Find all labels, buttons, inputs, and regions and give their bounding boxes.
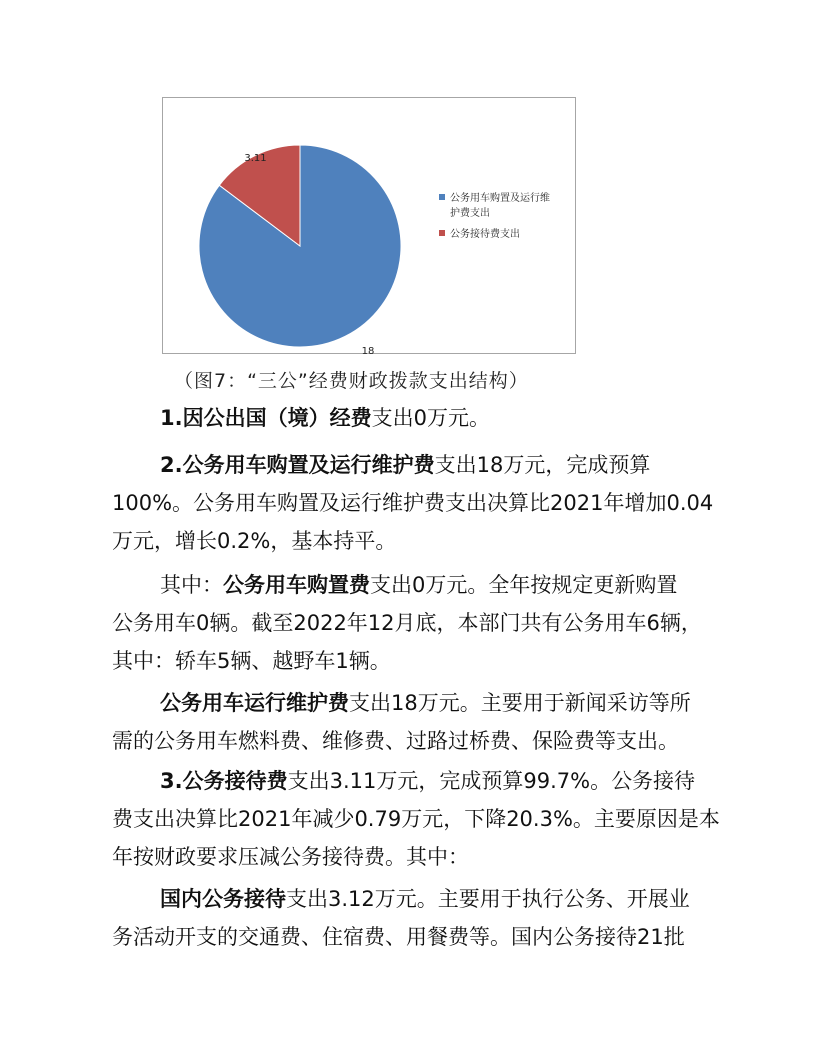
text-line: 费支出决算比2021年减少0.79万元，下降20.3%。主要原因是本	[112, 807, 720, 831]
legend-swatch	[439, 194, 445, 200]
paragraph-4	[112, 684, 712, 760]
text-run: 其中：	[160, 573, 223, 597]
text-line: 公务用车0辆。截至2022年12月底，本部门共有公务用车6辆，	[112, 611, 702, 635]
legend-label: 护费支出	[450, 208, 490, 219]
text-run: 支出18万元。主要用于新闻采访等所	[349, 691, 691, 715]
pie-chart-svg	[163, 98, 577, 355]
legend-label: 公务接待费支出	[450, 229, 520, 240]
text-line	[112, 566, 712, 604]
legend-label: 公务用车购置及运行维	[450, 193, 550, 204]
text-line	[112, 762, 712, 800]
figure-caption: （图7：“三公”经费财政拨款支出结构）	[174, 370, 529, 392]
slice-value-label: 18	[361, 346, 375, 355]
text-run: 支出18万元，完成预算	[434, 453, 651, 477]
paragraph-3	[112, 566, 712, 680]
paragraph-6	[112, 880, 712, 956]
legend-swatch	[439, 230, 445, 236]
bold-run: 2.公务用车购置及运行维护费	[160, 453, 435, 477]
bold-run: 3.公务接待费	[160, 769, 288, 793]
text-line	[112, 880, 712, 918]
bold-run: 国内公务接待	[160, 887, 286, 911]
paragraph-5	[112, 762, 720, 876]
text-line: 务活动开支的交通费、住宿费、用餐费等。国内公务接待21批	[112, 925, 685, 949]
text-run: 支出3.11万元，完成预算99.7%。公务接待	[287, 769, 696, 793]
bold-run: 公务用车运行维护费	[160, 691, 349, 715]
text-line: 万元，增长0.2%，基本持平。	[112, 529, 397, 553]
paragraph-1	[112, 399, 712, 437]
text-line: 100%。公务用车购置及运行维护费支出决算比2021年增加0.04	[112, 491, 714, 515]
text-run: 支出0万元。	[371, 406, 490, 430]
text-run: 支出3.12万元。主要用于执行公务、开展业	[286, 887, 690, 911]
bold-run: 公务用车购置费	[223, 573, 370, 597]
bold-run: 1.因公出国（境）经费	[160, 406, 372, 430]
text-line: 需的公务用车燃料费、维修费、过路过桥费、保险费等支出。	[112, 729, 679, 753]
text-line: 其中：轿车5辆、越野车1辆。	[112, 649, 391, 673]
paragraph-2	[112, 446, 712, 560]
text-line: 年按财政要求压减公务接待费。其中：	[112, 845, 469, 869]
slice-value-label: 3.11	[244, 152, 267, 164]
text-line	[112, 399, 712, 437]
text-line	[112, 684, 712, 722]
text-line	[112, 446, 712, 484]
pie-chart	[162, 97, 576, 354]
text-run: 支出0万元。全年按规定更新购置	[370, 573, 678, 597]
